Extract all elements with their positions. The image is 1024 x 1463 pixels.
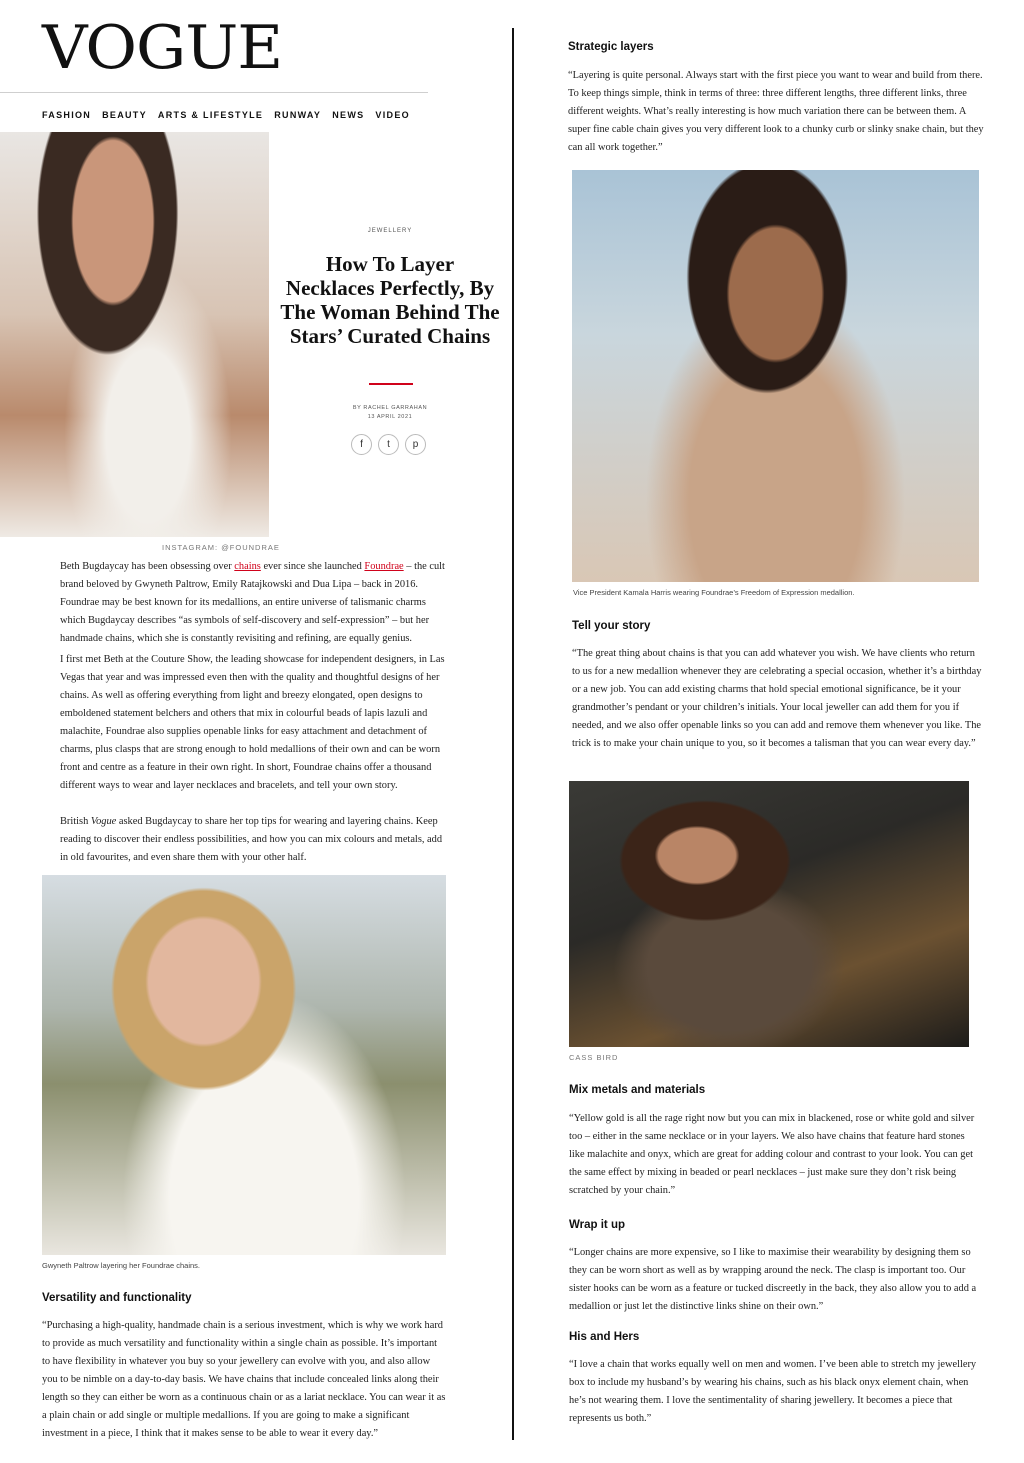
mix-heading: Mix metals and materials (569, 1084, 706, 1096)
facebook-share-button[interactable]: f (351, 434, 372, 455)
share-buttons (351, 434, 426, 455)
publish-date: 13 APRIL 2021 (367, 414, 413, 420)
nav-item-arts-lifestyle[interactable]: ARTS & LIFESTYLE (157, 110, 264, 120)
twitter-share-button[interactable]: t (378, 434, 399, 455)
foundrae-link[interactable]: Foundrae (364, 561, 404, 572)
versatility-text: “Purchasing a high-quality, handmade chain is a serious investment, which is why we work hard to provide as much versatility and functionality within a single chain as possible. It’s important to have flexibility in whatever you buy so your jewellery can evolve with you, and also allow you to be nimble on a day-to-day basis. We have chains that include concealed links along their length so they can either be worn as a continuous chain or as a lariat necklace. You can wear it as a plain chain or add single or multiple medallions. If you are going to make a significant investment in a piece, I think that it makes sense to be able to wear it every day.” (42, 1320, 446, 1439)
wrap-heading: Wrap it up (569, 1219, 626, 1231)
article-kicker[interactable]: JEWELLERY (367, 228, 413, 234)
nav-item-fashion[interactable]: FASHION (42, 110, 92, 120)
main-nav (42, 110, 410, 120)
model-photo-credit: CASS BIRD (569, 1053, 619, 1062)
chains-link[interactable]: chains (234, 561, 261, 572)
hero-photo (0, 132, 269, 537)
story-text: “The great thing about chains is that you can add whatever you wish. We have clients who return to us for a new medallion whenever they are celebrating a special occasion, whether it’s a birthday or a new job. You can add existing charms that hold special emotional significance, be it your grandmother’s pendant or your children’s initials. Your local jeweller can add them for you if needed, and we also offer openable links so you can add and remove them whenever you like. The trick is to make your chain unique to you, so it becomes a talisman that you can wear every day.” (572, 648, 982, 749)
versatility-heading: Versatility and functionality (42, 1292, 192, 1304)
article-byline (270, 404, 510, 422)
gwyneth-caption: Gwyneth Paltrow layering her Foundrae chains. (42, 1261, 200, 1270)
vogue-logo[interactable]: VOGUE (42, 13, 283, 83)
nav-item-runway[interactable]: RUNWAY (274, 110, 322, 120)
his-hers-heading: His and Hers (569, 1331, 640, 1343)
story-heading: Tell your story (572, 620, 651, 632)
his-hers-text: “I love a chain that works equally well on men and women. I’ve been able to stretch my jewellery box to include my husband’s by wearing his chains, such as his black onyx element chain, when he’s not wearing them. I love the sentimentality of sharing jewellery. It becomes a piece that represents us both.” (569, 1359, 977, 1424)
intro-paragraph-1: Beth Bugdaycay has been obsessing over chains ever since she launched Foundrae – the cult brand beloved by Gwyneth Paltrow, Emily Ratajkowski and Dua Lipa – back in 2016. Foundrae may be best known for its medallions, an entire universe of talismanic charms which Bugdaycay describes “as symbols of self-discovery and self-expression” – but her handmade chains, which she is constantly revisiting and refining, are equally genius. (60, 561, 445, 644)
photo-credit: INSTAGRAM: @FOUNDRAE (162, 543, 280, 552)
title-rule (369, 383, 413, 385)
mix-text: “Yellow gold is all the rage right now but you can mix in blackened, rose or white gold and silver too – either in the same necklace or in your layers. We also have chains that feature hard stones like malachite and onyx, which are great for adding colour and contrast to your look. You can get the same effect by mixing in beaded or pearl necklaces – just make sure they don’t risk being scratched by your chain.” (569, 1113, 975, 1196)
header-divider (0, 92, 428, 93)
strategic-heading: Strategic layers (568, 41, 654, 53)
article-title: How To Layer Necklaces Perfectly, By The Woman Behind The Stars’ Curated Chains (280, 252, 500, 348)
gwyneth-photo (42, 875, 446, 1255)
intro-paragraph-2: I first met Beth at the Couture Show, the leading showcase for independent designers, in Las Vegas that year and was impressed even then with the quality and thoughtful designs of her chains. As well as offering everything from light and breezy elongated, open designs to emboldened statement belchers and others that mix in colourful beads of lapis lazuli and malachite, Foundrae also supplies openable links for easy attachment and detachment of charms, plus clasps that are strong enough to hold medallions of their own and can be worn front and centre as a feature in their own right. In short, Foundrae chains offer a thousand different ways to wear and layer necklaces and bracelets, and tell your own story. (60, 654, 445, 791)
kamala-photo (572, 170, 979, 582)
intro-paragraph-3: British Vogue asked Bugdaycay to share her top tips for wearing and layering chains. Keep reading to discover their endless possibilities, and how you can mix colours and metals, add in old favourites, and even share them with your other half. (60, 816, 443, 863)
author[interactable]: BY RACHEL GARRAHAN (352, 405, 428, 411)
wrap-text: “Longer chains are more expensive, so I like to maximise their wearability by designing them so they can be worn short as well as by wrapping around the neck. The clasp is important too. Our sister hooks can be worn as a feature or tucked discreetly in the back, they also allow you to add a medallion or just let the distinctive links shine on their own.” (569, 1247, 977, 1312)
kamala-caption: Vice President Kamala Harris wearing Foundrae’s Freedom of Expression medallion. (573, 588, 855, 597)
strategic-text: “Layering is quite personal. Always start with the first piece you want to wear and build from there. To keep things simple, think in terms of three: three different lengths, three different links, three different weights. What’s really interesting is how much variation there can be between them. A super fine cable chain gives you very different look to a chunky curb or slinky snake chain, but they can all work together.” (568, 70, 984, 153)
nav-item-news[interactable]: NEWS (332, 110, 365, 120)
column-divider (512, 28, 514, 1440)
pinterest-share-button[interactable]: p (405, 434, 426, 455)
nav-item-beauty[interactable]: BEAUTY (102, 110, 147, 120)
nav-item-video[interactable]: VIDEO (375, 110, 410, 120)
model-photo (569, 781, 969, 1047)
